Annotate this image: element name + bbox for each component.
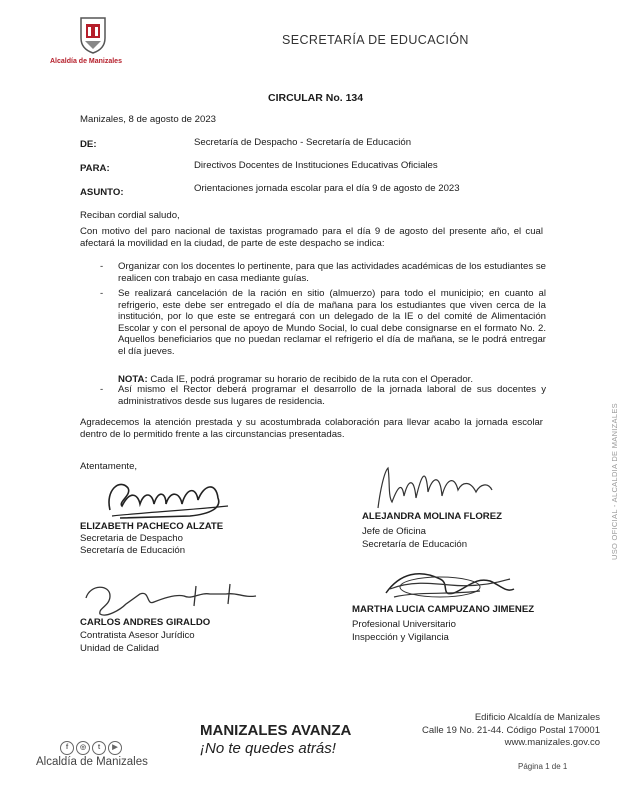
- twitter-icon[interactable]: t: [92, 741, 106, 755]
- slogan-sub: ¡No te quedes atrás!: [200, 740, 336, 757]
- bullet-1-text: Organizar con los docentes lo pertinente, para que las actividades académicas de los estudiantes se realicen con trabajo en casa mediante guías.: [118, 261, 546, 284]
- signature-pacheco: [100, 470, 240, 524]
- signatory-4-role: Profesional Universitario: [352, 619, 456, 630]
- bullet-2: [100, 288, 546, 358]
- sign-off: Atentamente,: [80, 461, 138, 472]
- field-label-asunto: ASUNTO:: [80, 187, 124, 198]
- bullet-dash: -: [100, 261, 104, 272]
- slogan-main: MANIZALES AVANZA: [200, 722, 352, 739]
- circular-title: CIRCULAR No. 134: [268, 92, 364, 104]
- field-label-de: DE:: [80, 139, 97, 150]
- signatory-3-role: Contratista Asesor Jurídico: [80, 630, 195, 641]
- date-line: Manizales, 8 de agosto de 2023: [80, 114, 217, 125]
- greeting: Reciban cordial saludo,: [80, 210, 180, 221]
- footer-address: [408, 712, 600, 750]
- field-value-para: Directivos Docentes de Instituciones Educativas Oficiales: [194, 160, 438, 171]
- social-icons: [60, 736, 124, 755]
- note-text: Cada IE, podrá programar su horario de recibido de la ruta con el Operador.: [150, 374, 473, 385]
- coat-of-arms-logo: [78, 16, 108, 54]
- bullet-3: [100, 384, 546, 407]
- website-link[interactable]: www.manizales.gov.co: [504, 737, 600, 748]
- signatory-2-office: Secretaría de Educación: [362, 539, 468, 550]
- logo-label: Alcaldía de Manizales: [50, 58, 122, 65]
- address-building: Edificio Alcaldía de Manizales: [474, 712, 600, 723]
- bullet-1: [100, 261, 546, 284]
- signature-molina: [370, 462, 500, 518]
- signatory-4-name: MARTHA LUCIA CAMPUZANO JIMENEZ: [352, 604, 535, 615]
- official-use-watermark: USO OFICIAL - ALCALDIA DE MANIZALES: [610, 403, 619, 560]
- signatory-4-office: Inspección y Vigilancia: [352, 632, 449, 643]
- signatory-3-name: CARLOS ANDRES GIRALDO: [80, 617, 211, 628]
- signatory-1-role: Secretaria de Despacho: [80, 533, 183, 544]
- instagram-icon[interactable]: ◎: [76, 741, 90, 755]
- signatory-1-name: ELIZABETH PACHECO ALZATE: [80, 521, 224, 532]
- youtube-icon[interactable]: ▶: [108, 741, 122, 755]
- header-title: SECRETARÍA DE EDUCACIÓN: [282, 33, 469, 47]
- page-number: Página 1 de 1: [518, 762, 568, 771]
- address-street: Calle 19 No. 21-44. Código Postal 170001: [422, 724, 600, 736]
- signatory-2-role: Jefe de Oficina: [362, 526, 426, 537]
- signatory-1-office: Secretaría de Educación: [80, 545, 186, 556]
- note-label: NOTA:: [118, 374, 148, 385]
- bullet-3-text: Así mismo el Rector deberá programar el desarrollo de la jornada laboral de sus docentes y administrativos desde sus lugares de residencia.: [118, 384, 546, 407]
- signature-giraldo: [80, 580, 270, 622]
- signatory-2-name: ALEJANDRA MOLINA FLOREZ: [362, 511, 502, 522]
- footer-alcaldia: Alcaldía de Manizales: [36, 756, 148, 768]
- field-value-de: Secretaría de Despacho - Secretaría de Educación: [194, 137, 412, 148]
- field-label-para: PARA:: [80, 163, 110, 174]
- closing-paragraph: Agradecemos la atención prestada y su acostumbrada colaboración para llevar acabo la jornada escolar dentro de lo permitido frente a las circunstancias presentadas.: [80, 417, 543, 440]
- bullet-2-text: Se realizará cancelación de la ración en sitio (almuerzo) para todo el municipio; en cuanto al refrigerio, este debe ser entregado el día de mañana para los estudiantes que viven cerca de la institución, por lo que este se entregará con un delegado de la IE o del comité de Alimentación Escolar y con el personal de apoyo de Mundo Social, lo cual debe consignarse en el formato No. 2. Aquellos beneficiarios que no puedan reclamar el refrigerio el día de mañana, se le podrá entregar el día jueves.: [118, 288, 546, 357]
- field-value-asunto: Orientaciones jornada escolar para el día 9 de agosto de 2023: [194, 183, 460, 194]
- signature-campuzano: [380, 563, 520, 609]
- signatory-3-office: Unidad de Calidad: [80, 643, 159, 654]
- bullet-dash: -: [100, 384, 104, 395]
- bullet-dash: -: [100, 288, 104, 299]
- facebook-icon[interactable]: f: [60, 741, 74, 755]
- intro-paragraph: Con motivo del paro nacional de taxistas programado para el día 9 de agosto del presente año, el cual afectará la movilidad en la ciudad, de parte de este despacho se indica:: [80, 226, 543, 249]
